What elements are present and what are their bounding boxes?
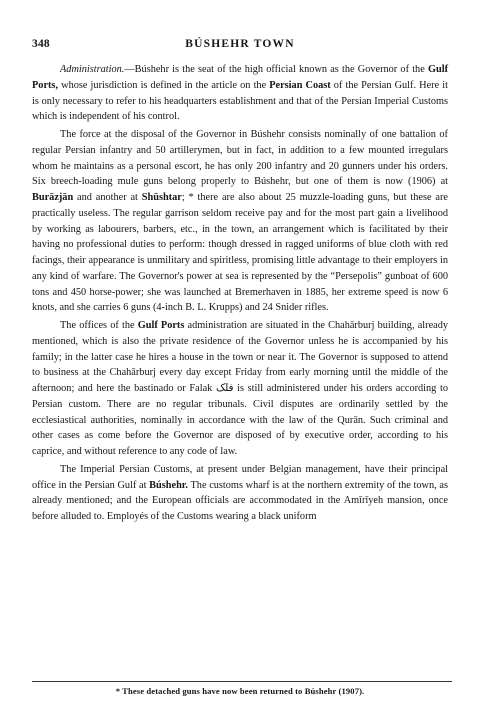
bold-term: Burāzjān bbox=[32, 192, 74, 203]
heading-dash: — bbox=[124, 64, 135, 75]
paragraph-administration bbox=[32, 62, 448, 125]
text-run: of the Persian Gulf. Here it is only necessary to refer to his headquarters establishment and that of the Persian Imperial Customs which is independent of his control. bbox=[32, 79, 448, 123]
text-run: ; * there are also about 25 muzzle-loading guns, but these are practically useless. The regular garrison seldom receive pay and for the most part gain a livelihood by working as labourers, barbers, etc., in the town, an arrangement which is facilitated by their having no professional duties to perform: though dressed in ragged uniforms of blue cloth with red facings, their appearance is unmilitary and spiritless, promising little advantage to their employers in any kind of warfare. The Governor's power at sea is represented by the “Persepolis” gunboat of 600 tons and 450 horse-power; she was launched at Bremerhaven in 1885, her extreme speed is now 6 knots, and she carries 6 guns (4-inch B. L. Krupps) and 24 Snider rifles. bbox=[32, 192, 448, 314]
text-run: whose jurisdiction is defined in the article on the bbox=[58, 79, 270, 91]
body-text bbox=[32, 62, 448, 525]
section-heading: Administration. bbox=[60, 64, 125, 75]
text-run: administration are situated in the Chahārburj building, already mentioned, which is also the private residence of the Governor unless he is accompanied by his family; in the latter case he hires a house in the town or near it. The Governor is supposed to attend to business at the Chahārburj every day except Friday from early morning until the middle of the afternoon; and here the bastinado or Falak bbox=[32, 320, 449, 394]
text-run: The offices of the bbox=[60, 320, 138, 331]
text-run: Búshehr is the seat of the high official known as the Governor of the bbox=[134, 64, 428, 75]
arabic-word: فلک bbox=[215, 383, 234, 394]
bold-term: Búshehr. bbox=[149, 479, 188, 491]
bold-term: Persian Coast bbox=[269, 79, 331, 91]
running-head: BÚSHEHR TOWN bbox=[185, 38, 295, 50]
page-header bbox=[32, 38, 448, 54]
text-run: The Imperial Persian Customs, at present under Belgian management, have their principal office in the Persian Gulf at bbox=[32, 463, 448, 491]
bold-term: Shūshtar bbox=[141, 192, 182, 203]
footnote: * These detached guns have now been returned to Búshehr (1907). bbox=[115, 686, 365, 696]
footnote-divider bbox=[32, 681, 452, 682]
bold-term: Gulf Ports bbox=[137, 320, 185, 331]
text-run: is still administered under his orders according to Persian custom. There are no regular tribunals. Civil disputes are ordinarily settled by the ecclesiastical authorities, nominally in accordance with the law of the Qurān. Such criminal and other cases as come before the Governor are disposed of by executive order, according to his caprice, and without reference to any code of law. bbox=[32, 383, 448, 457]
bold-term: Gulf Ports, bbox=[32, 64, 448, 91]
text-run: The force at the disposal of the Governor in Búshehr consists nominally of one battalion of regular Persian infantry and 50 artillerymen, but in fact, in addition to a few mounted irregulars whom he maintains as a personal escort, he has only 200 infantry and 20 gunners under his orders. Six breech-loading mule guns belong properly to Búshehr, but one of them is now (1906) at bbox=[32, 129, 448, 188]
text-run: and another at bbox=[73, 192, 142, 203]
text-run: The customs wharf is at the northern extremity of the town, as already mentioned; and the European officials are accommodated in the Amīrīyeh mansion, once before alluded to. Employés of the Customs wearing a black uniform bbox=[32, 479, 448, 522]
paragraph-force bbox=[32, 127, 448, 316]
page-number: 348 bbox=[32, 38, 50, 50]
paragraph-customs bbox=[32, 462, 448, 525]
paragraph-offices bbox=[32, 318, 448, 460]
